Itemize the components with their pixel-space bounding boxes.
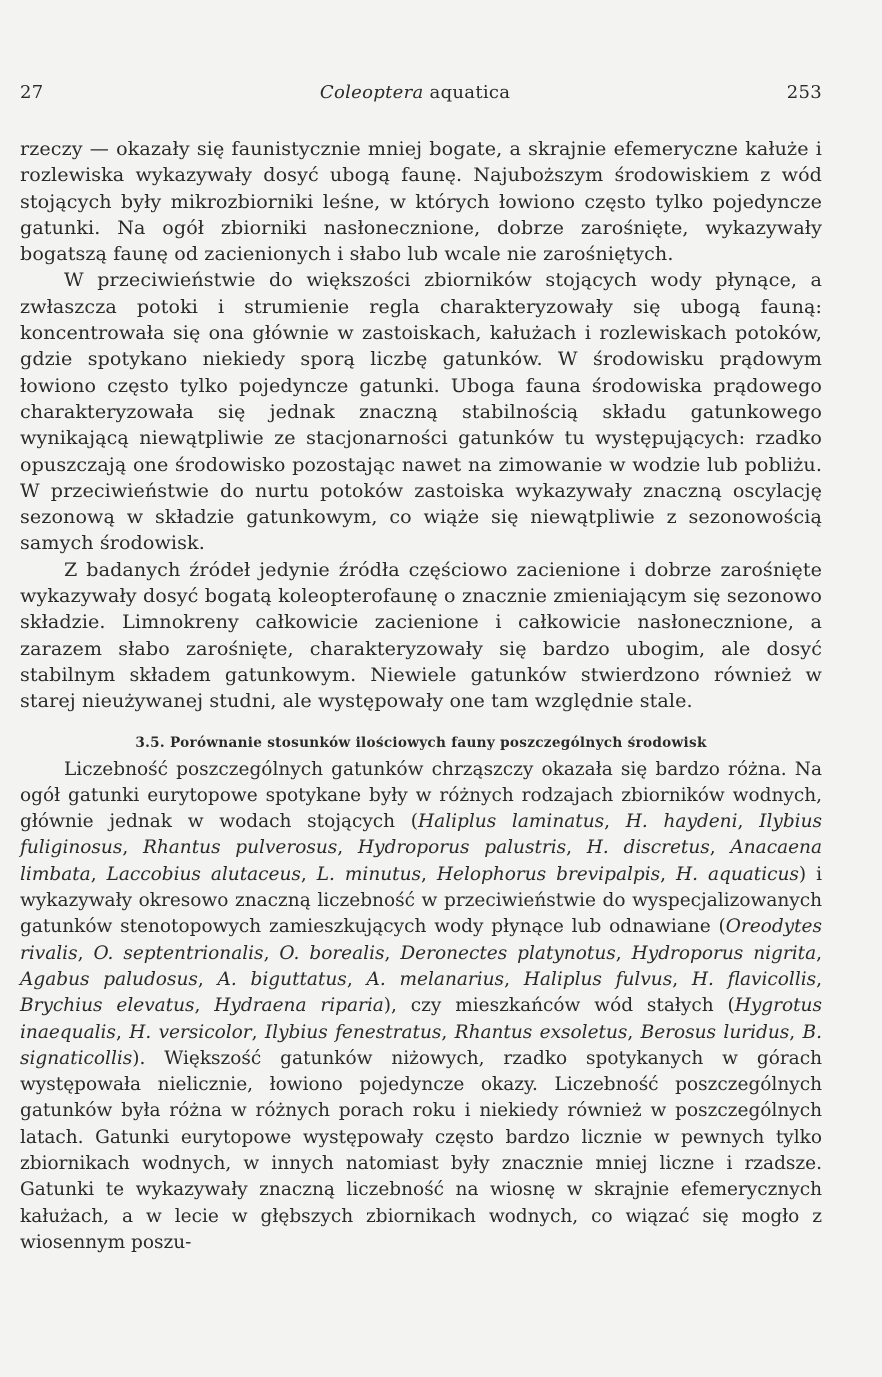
species-name: Ilybius fuliginosus (20, 811, 822, 859)
species-name: Ilybius fenestratus (264, 1021, 442, 1043)
species-name: B. signaticollis (20, 1021, 822, 1069)
species-name: Agabus paludosus (20, 968, 198, 990)
species-name: O. septentrionalis (93, 942, 264, 964)
text-run: , (504, 968, 524, 990)
species-name: A. melanarius (366, 968, 505, 990)
text-run: Liczebność poszczególnych gatunków chrząszczy okazała się bardzo różna. Na ogół gatunki eurytopowe spotykane były w różnych rodzajach zbiorników wodnych, głównie jednak w wodach stojących ( (20, 758, 822, 833)
text-run: ), czy mieszkańców wód stałych ( (383, 995, 735, 1017)
species-name: H. flavicollis (691, 968, 817, 990)
text-run: , (115, 1021, 130, 1043)
left-page-number: 27 (20, 82, 44, 103)
text-run: ). Większość gatunków niżowych, rzadko spotykanych w górach występowała nielicznie, łowiono pojedyncze okazy. Liczebność poszczególnych gatunków była różna w różnych porach roku i niekiedy również w poszczególnych latach. Gatunki eurytopowe występowały często bardzo licznie w pewnych tylko zbiornikach wodnych, w innych natomiast były znacznie mniej liczne i rzadsze. Gatunki te wykazywały znaczną liczebność na wiosnę w skrajnie efemerycznych kałużach, a w lecie w głębszych zbiornikach wodnych, co wiązać się mogło z wiosennym poszu- (20, 1047, 822, 1253)
species-name: Hygrotus inaequalis (20, 995, 822, 1043)
species-name: A. biguttatus (217, 968, 347, 990)
species-name: Hydroporus nigrita (631, 942, 817, 964)
text-run: , (90, 863, 107, 885)
species-name: Rhantus exsoletus (454, 1021, 628, 1043)
running-header (20, 82, 822, 103)
running-title (320, 82, 510, 103)
paragraph-2: W przeciwieństwie do większości zbiorników stojących wody płynące, a zwłaszcza potoki i strumienie regla charakteryzowały się ubogą fauną: koncentrowała się ona głównie w zastoiskach, kałużach i rozlewiskach potoków, gdzie spotykano niekiedy sporą liczbę gatunków. W środowisku prądowym łowiono często tylko pojedyncze gatunki. Uboga fauna środowiska prądowego charakteryzowała się jednak znaczną stabilnością składu gatunkowego wynikającą niewątpliwie ze stacjonarności gatunków tu występujących: rzadko opuszczają one środowisko pozostając nawet na zimowanie w wodzie lub pobliżu. W przeciwieństwie do nurtu potoków zastoiska wykazywały znaczną oscylację sezonową w składzie gatunkowym, co wiąże się niewątpliwie z sezonowością samych środowisk. (20, 268, 822, 555)
text-run: , (337, 837, 358, 859)
page-body (20, 136, 822, 1256)
species-name: Hydroporus palustris (357, 837, 567, 859)
text-run: ) i wykazywały okresowo znaczną liczebność w przeciwieństwie do wyspecjalizowanych gatunków stenotopowych zamieszkujących wody płynące lub odnawiane ( (20, 863, 823, 938)
text-run: , (384, 942, 401, 964)
text-run: , (346, 968, 367, 990)
species-name: Haliplus fulvus (523, 968, 673, 990)
right-page-number: 253 (786, 82, 822, 103)
text-run: , (789, 1021, 803, 1043)
text-run: , (627, 1021, 641, 1043)
species-name: Helophorus brevipalpis (436, 863, 661, 885)
species-name: Haliplus laminatus (418, 811, 605, 833)
species-name: Rhantus pulverosus (142, 837, 338, 859)
text-run: , (816, 968, 823, 990)
species-name: H. versicolor (129, 1021, 252, 1043)
species-name: Laccobius alutaceus (106, 863, 301, 885)
section-heading (20, 735, 822, 751)
text-run: , (737, 811, 760, 833)
paragraph-1: rzeczy — okazały się faunistycznie mniej bogate, a skrajnie efemeryczne kałuże i rozlewiska wykazywały dosyć ubogą faunę. Najuboższym środowiskiem z wód stojących były mikrozbiorniki leśne, w których łowiono często tylko pojedyncze gatunki. Na ogół zbiorniki nasłonecznione, dobrze zarośnięte, wykazywały bogatszą faunę od zacienionych i słabo lub wcale nie zarośniętych. (20, 137, 822, 266)
species-name: H. haydeni (625, 811, 738, 833)
species-name: Brychius elevatus (20, 995, 195, 1017)
text-run: , (604, 811, 626, 833)
text-run: , (251, 1021, 265, 1043)
species-name: H. discretus (586, 837, 710, 859)
species-name: L. minutus (316, 863, 422, 885)
paragraph-3: Z badanych źródeł jedynie źródła częściowo zacienione i dobrze zarośnięte wykazywały dosyć bogatą koleopterofaunę o znacznie zmieniającym się sezonowo składzie. Limnokreny całkowicie zacienione i całkowicie nasłonecznione, a zarazem słabo zarośnięte, charakteryzowały się bardzo ubogim, ale dosyć stabilnym składem gatunkowym. Niewiele gatunków stwierdzono również w starej nieużywanej studni, ale występowały one tam względnie stale. (20, 557, 822, 713)
text-run: , (300, 863, 317, 885)
text-run: , (709, 837, 731, 859)
text-run: , (672, 968, 692, 990)
species-name: Hydraena riparia (214, 995, 384, 1017)
text-run: , (77, 942, 94, 964)
running-title-rest: aquatica (423, 82, 511, 103)
text-run: , (816, 942, 823, 964)
text-run: , (441, 1021, 455, 1043)
text-run: , (197, 968, 218, 990)
text-run: , (263, 942, 280, 964)
text-run: , (660, 863, 676, 885)
paragraph-4 (20, 757, 822, 1257)
text-run: , (421, 863, 437, 885)
running-title-italic: Coleoptera (319, 82, 424, 103)
species-name: Deronectes platynotus (400, 942, 616, 964)
species-name: Oreodytes rivalis (20, 916, 822, 964)
species-name: H. aquaticus (676, 863, 799, 885)
text-run: , (122, 837, 143, 859)
section-title: Porównanie stosunków ilościowych fauny poszczególnych środowisk (164, 734, 707, 751)
text-run: , (615, 942, 632, 964)
section-number: 3.5. (135, 734, 165, 751)
species-name: O. borealis (279, 942, 385, 964)
text-run: , (194, 995, 215, 1017)
species-name: Berosus luridus (640, 1021, 790, 1043)
species-name: Anacaena limbata (20, 837, 822, 885)
text-run: , (566, 837, 587, 859)
